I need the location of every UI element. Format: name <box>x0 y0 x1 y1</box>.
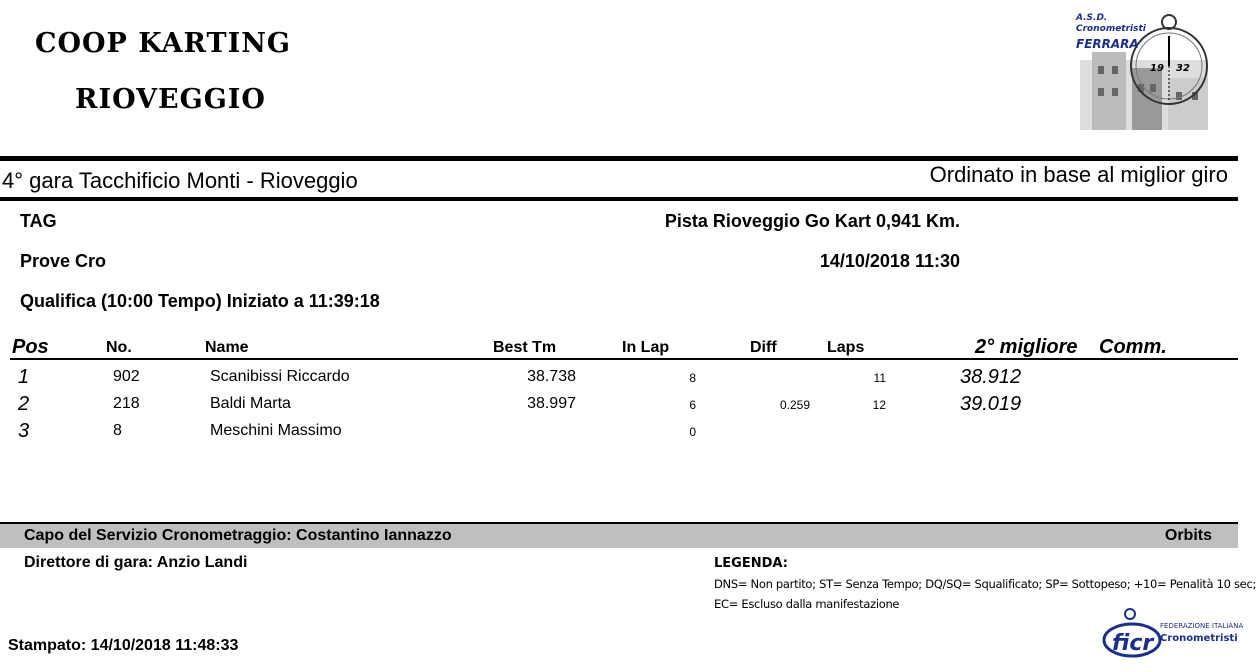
legend-title: LEGENDA: <box>714 556 788 571</box>
track-name: Pista Rioveggio Go Kart 0,941 Km. <box>664 211 960 231</box>
header-best: Best Tm <box>493 339 557 356</box>
row-best-time: 38.738 <box>527 368 576 385</box>
ficr-line1: FEDERAZIONE ITALIANA <box>1160 622 1244 630</box>
top-rule <box>0 156 1238 161</box>
title-rule <box>0 197 1238 201</box>
row-laps: 12 <box>872 398 886 412</box>
row-in-lap: 8 <box>689 371 696 385</box>
header-laps: Laps <box>827 339 865 356</box>
header-inlap: In Lap <box>622 339 670 356</box>
chief-timekeeper: Capo del Servizio Cronometraggio: Costantino Iannazzo <box>24 527 452 544</box>
header-comm: Comm. <box>1099 336 1167 358</box>
organizer-name-line1: COOP KARTING <box>35 28 291 59</box>
category: TAG <box>20 211 57 231</box>
logo-line2: Cronometristi <box>1076 24 1146 34</box>
row-number: 218 <box>113 395 140 412</box>
row-name: Baldi Marta <box>210 395 291 412</box>
row-in-lap: 0 <box>689 425 696 439</box>
software-brand: Orbits <box>1164 527 1212 544</box>
table-header <box>0 336 1238 358</box>
footer-bar <box>0 522 1238 548</box>
row-pos: 2 <box>18 393 30 415</box>
row-diff: 0.259 <box>779 398 810 412</box>
header-pos: Pos <box>12 336 49 358</box>
logo-year2: 32 <box>1176 63 1190 74</box>
row-laps: 11 <box>873 371 886 385</box>
printed-timestamp: Stampato: 14/10/2018 11:48:33 <box>8 637 239 654</box>
table-row <box>0 420 1238 444</box>
session-name: Prove Cro <box>20 251 107 271</box>
table-row <box>0 366 1238 390</box>
organizer-name-line2: RIOVEGGIO <box>75 84 266 115</box>
sort-label: Ordinato in base al miglior giro <box>929 162 1228 187</box>
row-pos: 1 <box>18 366 30 388</box>
table-row <box>0 393 1238 417</box>
logo-line3: FERRARA <box>1076 37 1139 51</box>
row-number: 8 <box>113 422 122 439</box>
header-second-best: 2° migliore <box>975 336 1078 358</box>
session-datetime: 14/10/2018 11:30 <box>819 251 960 271</box>
cronometristi-ferrara-logo <box>1072 8 1222 134</box>
ficr-line2: Cronometristi <box>1160 633 1238 644</box>
header-diff: Diff <box>750 339 777 356</box>
row-name: Meschini Massimo <box>210 422 342 439</box>
legend-line2: EC= Escluso dalla manifestazione <box>714 597 900 611</box>
qualifying-info: Qualifica (10:00 Tempo) Iniziato a 11:39:18 <box>20 291 380 311</box>
header-no: No. <box>106 339 132 356</box>
row-number: 902 <box>113 368 140 385</box>
ficr-logo <box>1100 606 1244 664</box>
row-second-best: 39.019 <box>960 393 1022 415</box>
race-title: 4° gara Tacchificio Monti - Rioveggio <box>2 168 358 193</box>
row-pos: 3 <box>18 420 30 442</box>
row-second-best: 38.912 <box>960 366 1022 388</box>
header-name: Name <box>205 339 249 356</box>
logo-year1: 19 <box>1150 63 1164 74</box>
row-name: Scanibissi Riccardo <box>210 368 350 385</box>
header-underline <box>10 358 1238 360</box>
ficr-wordmark: ficr <box>1112 631 1154 656</box>
race-director: Direttore di gara: Anzio Landi <box>24 554 248 571</box>
logo-line1: A.S.D. <box>1076 13 1108 23</box>
row-in-lap: 6 <box>689 398 696 412</box>
row-best-time: 38.997 <box>527 395 576 412</box>
legend-line1: DNS= Non partito; ST= Senza Tempo; DQ/SQ= Squalificato; SP= Sottopeso; +10= Penalità 10 sec; <box>714 577 1256 591</box>
